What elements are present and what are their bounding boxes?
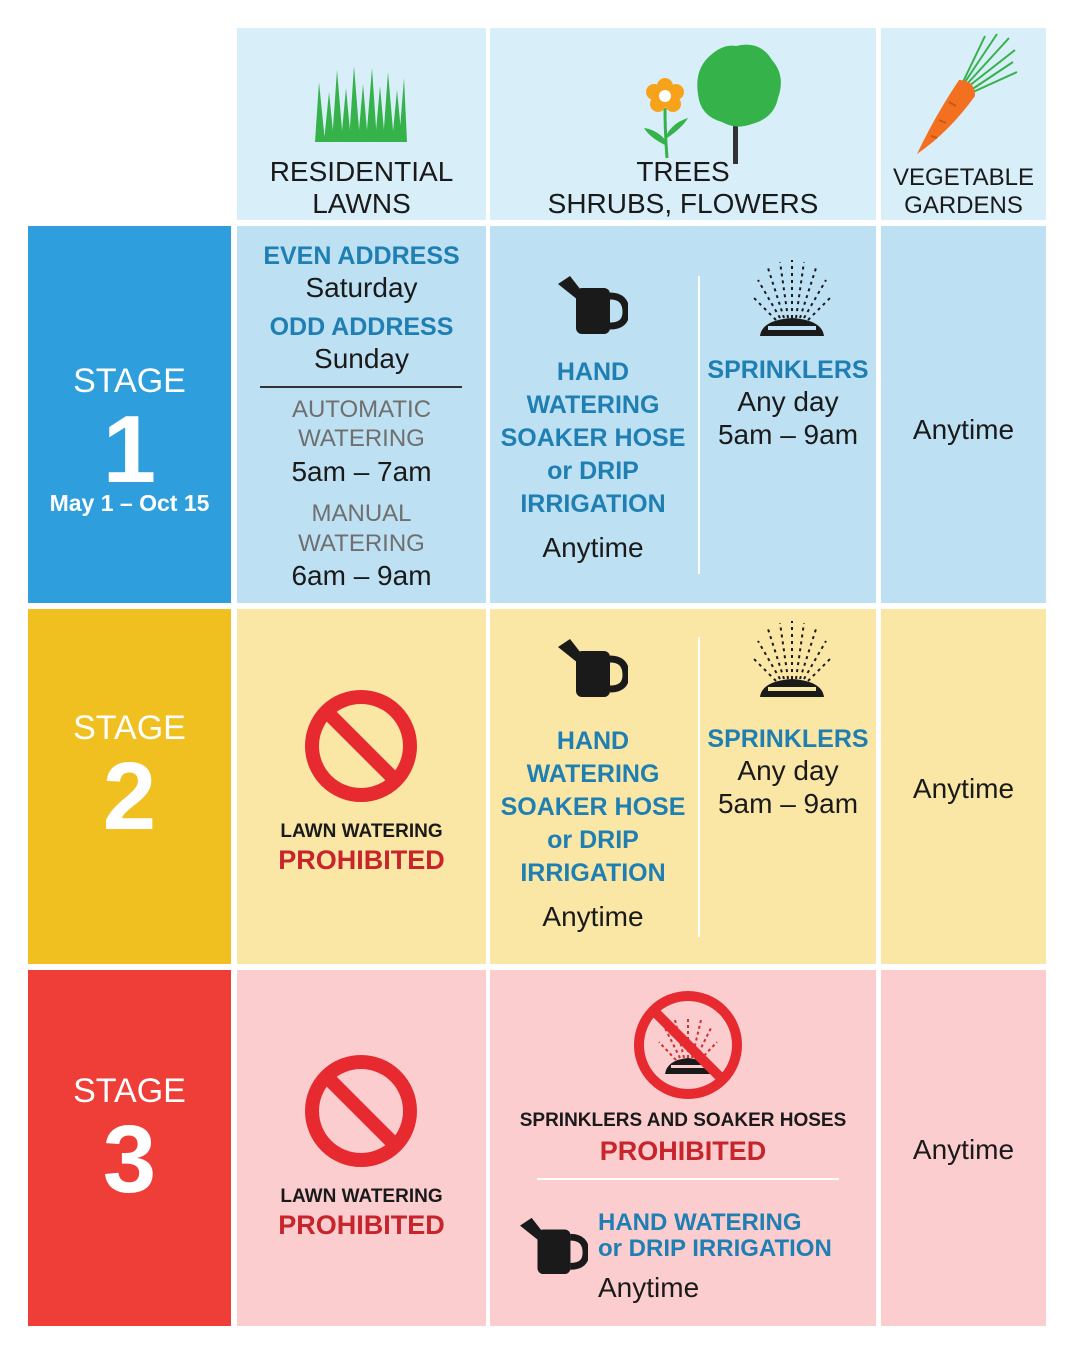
stage-2-vegetables-time: Anytime bbox=[912, 773, 1015, 804]
stage-1-vegetables-time: Anytime bbox=[912, 414, 1015, 445]
sprinkler-icon bbox=[752, 256, 832, 338]
manual-watering-time: 6am – 9am bbox=[291, 560, 432, 591]
hand-watering-line4: or DRIP bbox=[547, 457, 639, 485]
stage-2-number: 2 bbox=[102, 743, 157, 850]
watering-can-icon bbox=[556, 270, 628, 336]
stage-1-lawns bbox=[237, 226, 486, 603]
prohibited-icon bbox=[304, 1054, 418, 1168]
sprinklers-day: Any day bbox=[737, 755, 839, 786]
stage-2-label bbox=[28, 609, 231, 964]
sprinklers-soaker-label: SPRINKLERS AND SOAKER HOSES bbox=[519, 1110, 847, 1131]
sprinklers-soaker-prohibited: PROHIBITED bbox=[599, 1136, 767, 1166]
header-trees bbox=[490, 28, 876, 220]
header-vegetables-line1: VEGETABLE bbox=[893, 164, 1034, 191]
header-trees-line2: SHRUBS, FLOWERS bbox=[547, 188, 819, 220]
even-address-day: Saturday bbox=[305, 272, 418, 303]
hand-watering-line2: or DRIP IRRIGATION bbox=[598, 1235, 832, 1262]
prohibited-sprinkler-icon bbox=[631, 988, 745, 1102]
stage-1-trees bbox=[490, 226, 876, 603]
hand-watering-time: Anytime bbox=[542, 532, 644, 563]
watering-can-icon bbox=[518, 1212, 588, 1276]
automatic-watering-line1: AUTOMATIC bbox=[291, 396, 432, 423]
manual-watering-line1: MANUAL bbox=[311, 500, 412, 527]
hand-watering-line3: SOAKER HOSE bbox=[500, 424, 686, 452]
hand-watering-line2: WATERING bbox=[526, 760, 660, 788]
stage-3-label bbox=[28, 970, 231, 1326]
stage-3-word: STAGE bbox=[73, 1072, 186, 1110]
stage-1-number: 1 bbox=[102, 396, 157, 503]
prohibited-icon bbox=[304, 689, 418, 803]
stage-1-dates: May 1 – Oct 15 bbox=[49, 490, 210, 516]
sprinklers-label: SPRINKLERS bbox=[707, 356, 869, 384]
stage-3-lawns bbox=[237, 970, 486, 1326]
header-vegetables-line2: GARDENS bbox=[904, 191, 1023, 219]
hand-watering-time: Anytime bbox=[542, 901, 644, 932]
stage-3-trees bbox=[490, 970, 876, 1326]
manual-watering-line2: WATERING bbox=[298, 530, 425, 557]
even-address-label: EVEN ADDRESS bbox=[263, 242, 460, 270]
header-lawns bbox=[237, 28, 486, 220]
odd-address-day: Sunday bbox=[314, 343, 409, 374]
carrot-icon bbox=[909, 32, 1019, 157]
header-vegetables bbox=[881, 28, 1046, 220]
lawn-watering-prohibited: PROHIBITED bbox=[278, 1210, 445, 1240]
stage-1-word: STAGE bbox=[73, 362, 186, 400]
hand-watering-line1: HAND WATERING bbox=[598, 1209, 802, 1236]
automatic-watering-line2: WATERING bbox=[298, 425, 425, 452]
hand-watering-line1: HAND bbox=[556, 358, 630, 386]
automatic-watering-time: 5am – 7am bbox=[291, 456, 432, 487]
stage-3-vegetables-time: Anytime bbox=[912, 1134, 1015, 1165]
hand-watering-line2: WATERING bbox=[526, 391, 660, 419]
stage-1-hand-watering bbox=[490, 226, 696, 603]
lawn-watering-prohibited: PROHIBITED bbox=[278, 845, 445, 875]
divider bbox=[260, 386, 462, 388]
odd-address-label: ODD ADDRESS bbox=[269, 313, 454, 341]
stage-1-label bbox=[28, 226, 231, 603]
divider bbox=[537, 1178, 839, 1180]
sprinklers-time: 5am – 9am bbox=[717, 419, 859, 450]
stage-2-hand-watering bbox=[490, 609, 696, 964]
stage-3-vegetables bbox=[881, 970, 1046, 1326]
stage-2-vegetables bbox=[881, 609, 1046, 964]
sprinklers-label: SPRINKLERS bbox=[707, 725, 869, 753]
hand-watering-line5: IRRIGATION bbox=[520, 490, 666, 518]
stage-2-trees bbox=[490, 609, 876, 964]
grass-icon bbox=[315, 64, 407, 144]
stage-2-lawns bbox=[237, 609, 486, 964]
stage-2-sprinklers bbox=[700, 609, 876, 964]
hand-watering-time: Anytime bbox=[598, 1272, 700, 1303]
stage-3-number: 3 bbox=[102, 1106, 157, 1213]
watering-can-icon bbox=[556, 633, 628, 699]
lawn-watering-label: LAWN WATERING bbox=[280, 821, 443, 842]
header-lawns-line2: LAWNS bbox=[312, 188, 411, 220]
stage-2-word: STAGE bbox=[73, 709, 186, 747]
hand-watering-line1: HAND bbox=[556, 727, 630, 755]
header-trees-line1: TREES bbox=[636, 156, 730, 187]
tree-flower-icon bbox=[640, 38, 790, 168]
sprinkler-icon bbox=[752, 617, 832, 699]
hand-watering-line3: SOAKER HOSE bbox=[500, 793, 686, 821]
hand-watering-line4: or DRIP bbox=[547, 826, 639, 854]
stage-1-vegetables bbox=[881, 226, 1046, 603]
stage-1-sprinklers bbox=[700, 226, 876, 603]
hand-watering-line5: IRRIGATION bbox=[520, 859, 666, 887]
lawn-watering-label: LAWN WATERING bbox=[280, 1186, 443, 1207]
sprinklers-time: 5am – 9am bbox=[717, 788, 859, 819]
header-lawns-line1: RESIDENTIAL bbox=[269, 156, 454, 187]
sprinklers-day: Any day bbox=[737, 386, 839, 417]
